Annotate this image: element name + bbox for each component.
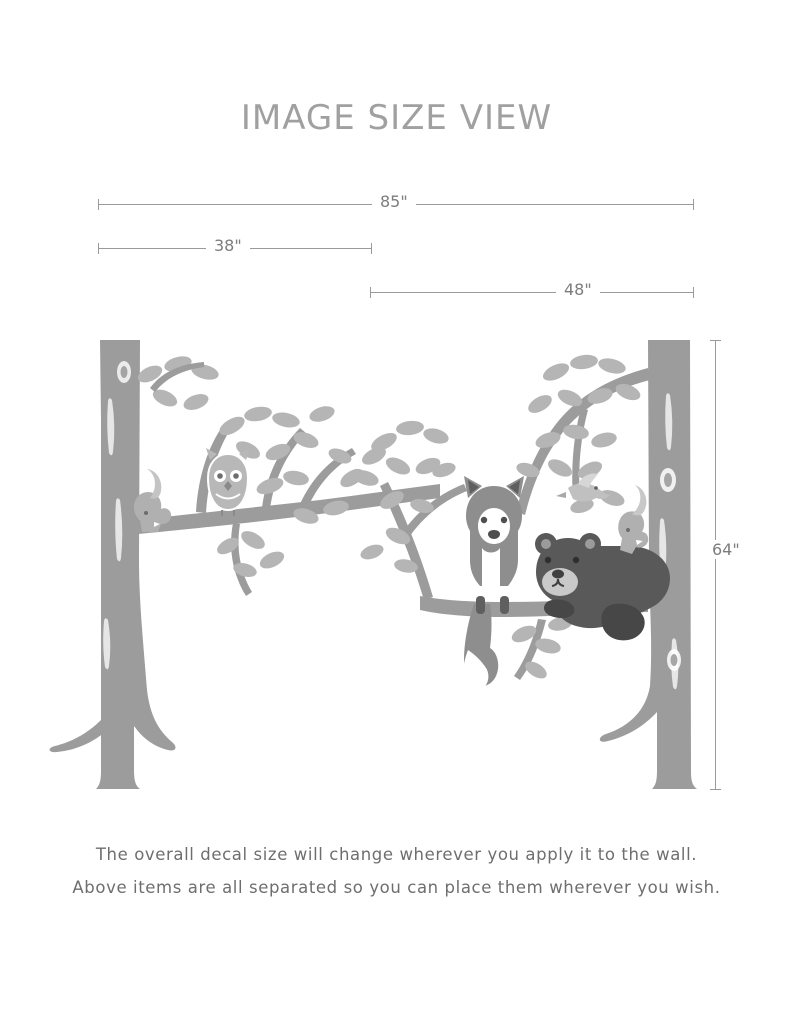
caption-line-2: Above items are all separated so you can place them wherever you wish. <box>72 878 721 897</box>
dimension-label-right-width: 48" <box>556 280 600 299</box>
left-tree-trunk <box>50 340 176 789</box>
page-title: IMAGE SIZE VIEW <box>240 98 553 138</box>
fox <box>463 476 524 690</box>
left-branch-leaves <box>135 354 389 580</box>
caption-line-1: The overall decal size will change wherever you apply it to the wall. <box>95 845 698 864</box>
bird-flying <box>556 473 610 501</box>
squirrel-right <box>618 485 648 554</box>
dimension-label-left-width: 38" <box>206 236 250 255</box>
dimension-label-height: 64" <box>704 540 748 559</box>
dimension-label-total-width: 85" <box>372 192 416 211</box>
